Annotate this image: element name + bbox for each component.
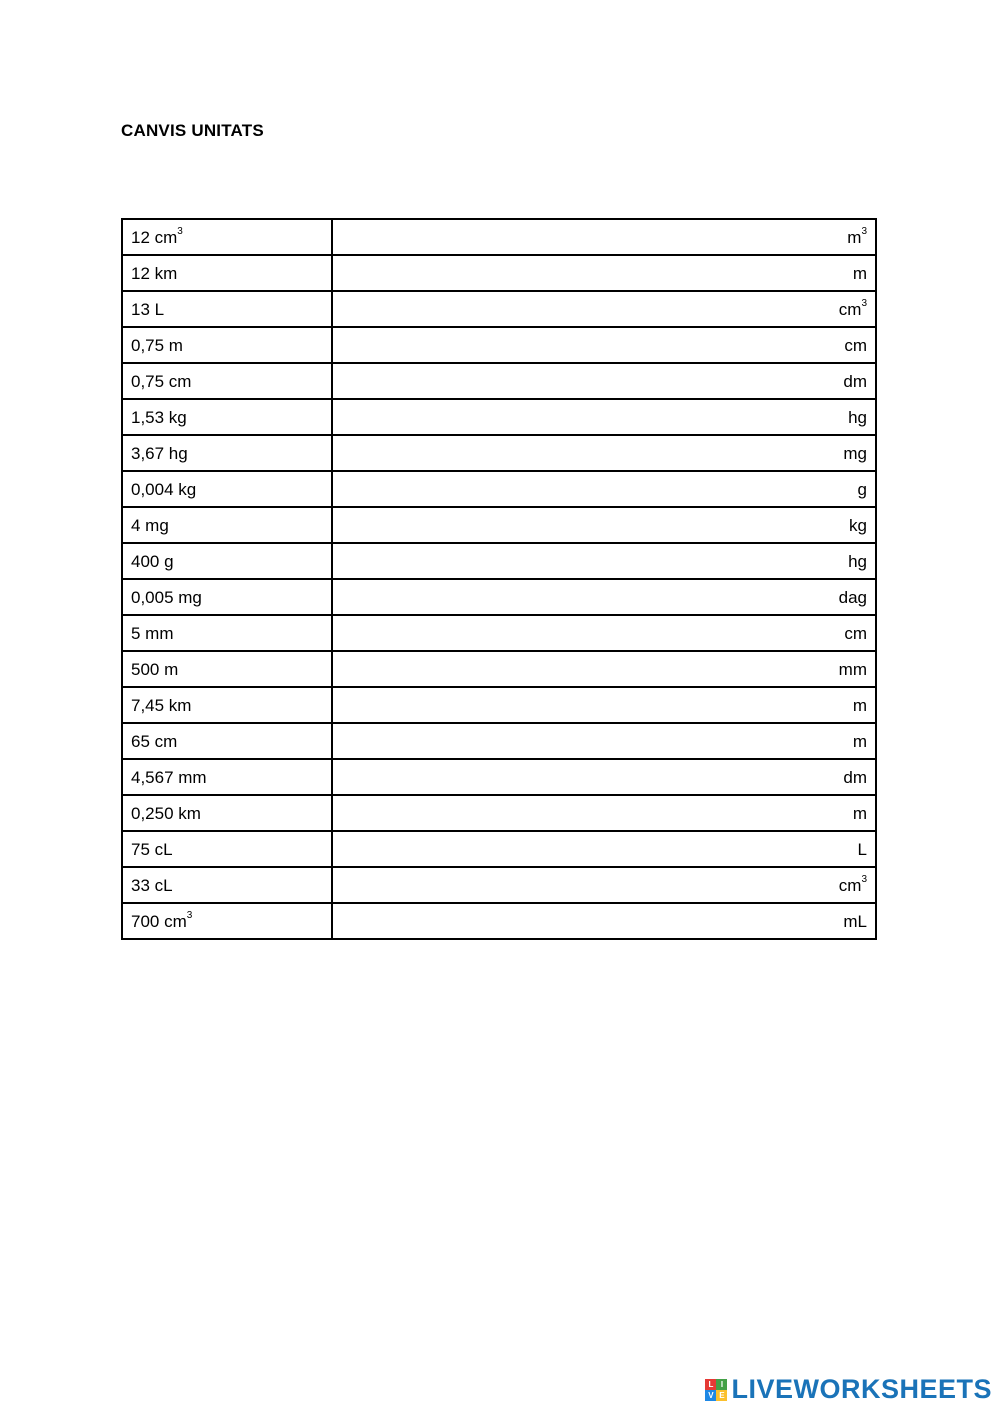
target-unit: [853, 804, 867, 823]
answer-cell: [332, 435, 876, 471]
target-unit: [858, 480, 867, 499]
answer-cell: [332, 219, 876, 255]
target-unit-label: cm: [838, 875, 862, 895]
target-unit: [838, 297, 867, 319]
from-quantity: 5 mm: [131, 623, 174, 643]
table-row: [122, 687, 876, 723]
target-unit: [839, 660, 867, 679]
target-unit: [843, 372, 867, 391]
answer-input[interactable]: [339, 692, 815, 718]
from-quantity-cell: [122, 255, 332, 291]
table-row: [122, 651, 876, 687]
brand-footer: [705, 1374, 992, 1405]
from-quantity-cell: [122, 687, 332, 723]
from-quantity-cell: [122, 651, 332, 687]
target-unit-label: hg: [848, 407, 867, 427]
answer-cell: [332, 327, 876, 363]
from-quantity-cell: [122, 615, 332, 651]
from-quantity-cell: [122, 507, 332, 543]
answer-input[interactable]: [339, 368, 815, 394]
table-row: [122, 435, 876, 471]
target-unit: [853, 732, 867, 751]
target-unit-label: cm: [844, 335, 867, 355]
answer-input[interactable]: [339, 476, 815, 502]
answer-input[interactable]: [339, 404, 815, 430]
answer-cell: [332, 903, 876, 939]
answer-input[interactable]: [339, 656, 815, 682]
target-unit: [844, 336, 867, 355]
page-title: CANVIS UNITATS: [121, 121, 264, 140]
target-unit-label: cm: [838, 299, 862, 319]
target-exponent: 3: [861, 873, 867, 885]
table-row: [122, 615, 876, 651]
answer-cell: [332, 399, 876, 435]
brand-text: LIVEWORKSHEETS: [731, 1374, 992, 1404]
table-row: [122, 831, 876, 867]
from-quantity: 0,005 mg: [131, 587, 202, 607]
from-quantity-cell: [122, 219, 332, 255]
answer-cell: [332, 831, 876, 867]
target-unit-label: m: [852, 695, 867, 715]
from-quantity-cell: [122, 327, 332, 363]
table-row: [122, 759, 876, 795]
target-unit: [847, 225, 867, 247]
from-quantity-cell: [122, 435, 332, 471]
target-unit-label: m: [847, 227, 862, 247]
from-quantity: 12 cm: [131, 227, 178, 247]
table-row: [122, 723, 876, 759]
answer-input[interactable]: [339, 332, 815, 358]
logo-square: V: [705, 1390, 716, 1401]
answer-input[interactable]: [339, 764, 815, 790]
answer-input[interactable]: [339, 620, 815, 646]
from-quantity: 0,75 m: [131, 335, 183, 355]
target-exponent: 3: [861, 297, 867, 309]
target-unit: [839, 588, 867, 607]
table-row: [122, 327, 876, 363]
table-row: [122, 867, 876, 903]
from-quantity-cell: [122, 795, 332, 831]
answer-input[interactable]: [339, 296, 815, 322]
from-quantity-cell: [122, 471, 332, 507]
target-unit: [853, 696, 867, 715]
target-unit: [848, 552, 867, 571]
table-row: [122, 903, 876, 939]
target-unit: [844, 624, 867, 643]
from-quantity: 0,004 kg: [131, 479, 197, 499]
from-quantity-cell: [122, 363, 332, 399]
target-unit-label: m: [852, 263, 867, 283]
target-unit-label: m: [852, 731, 867, 751]
answer-input[interactable]: [339, 908, 815, 934]
answer-cell: [332, 687, 876, 723]
table-row: [122, 471, 876, 507]
target-unit-label: m: [852, 803, 867, 823]
answer-input[interactable]: [339, 584, 815, 610]
table-row: [122, 399, 876, 435]
from-quantity: 65 cm: [131, 731, 178, 751]
answer-input[interactable]: [339, 548, 815, 574]
target-exponent: 3: [861, 225, 867, 237]
target-unit: [849, 516, 867, 535]
answer-cell: [332, 795, 876, 831]
target-unit-label: dm: [843, 767, 867, 787]
table-row: [122, 579, 876, 615]
from-quantity: 4,567 mm: [131, 767, 207, 787]
answer-cell: [332, 507, 876, 543]
from-quantity-cell: [122, 867, 332, 903]
from-quantity-cell: [122, 399, 332, 435]
target-unit: [843, 912, 867, 931]
liveworksheets-logo-icon: [705, 1379, 727, 1401]
target-unit: [848, 408, 867, 427]
from-quantity-cell: [122, 723, 332, 759]
answer-cell: [332, 543, 876, 579]
table-row: [122, 219, 876, 255]
target-unit-label: dm: [843, 371, 867, 391]
answer-input[interactable]: [339, 836, 815, 862]
conversion-table-body: [122, 219, 876, 939]
table-row: [122, 507, 876, 543]
from-quantity: 500 m: [131, 659, 179, 679]
answer-cell: [332, 651, 876, 687]
from-quantity: 75 cL: [131, 839, 173, 859]
logo-square: I: [716, 1379, 727, 1390]
answer-input[interactable]: [339, 728, 815, 754]
from-quantity-cell: [122, 759, 332, 795]
from-quantity: 3,67 hg: [131, 443, 188, 463]
from-quantity: 0,75 cm: [131, 371, 192, 391]
answer-input[interactable]: [339, 800, 815, 826]
target-unit-label: mL: [843, 911, 867, 931]
from-quantity: 12 km: [131, 263, 178, 283]
from-quantity: 13 L: [131, 299, 165, 319]
target-unit: [843, 768, 867, 787]
answer-input[interactable]: [339, 512, 815, 538]
answer-input[interactable]: [339, 260, 815, 286]
table-row: [122, 795, 876, 831]
from-quantity: 7,45 km: [131, 695, 192, 715]
target-unit-label: L: [857, 839, 867, 859]
target-unit-label: mg: [843, 443, 867, 463]
answer-cell: [332, 471, 876, 507]
table-row: [122, 543, 876, 579]
from-quantity-cell: [122, 291, 332, 327]
target-unit: [838, 873, 867, 895]
target-unit-label: hg: [848, 551, 867, 571]
logo-square: L: [705, 1379, 716, 1390]
from-quantity-cell: [122, 831, 332, 867]
target-unit-label: kg: [849, 515, 867, 535]
answer-input[interactable]: [339, 440, 815, 466]
from-quantity-cell: [122, 579, 332, 615]
answer-cell: [332, 363, 876, 399]
target-unit-label: dag: [838, 587, 867, 607]
answer-cell: [332, 579, 876, 615]
target-unit-label: cm: [844, 623, 867, 643]
answer-cell: [332, 615, 876, 651]
answer-cell: [332, 723, 876, 759]
from-quantity: 700 cm: [131, 911, 187, 931]
from-quantity: 0,250 km: [131, 803, 201, 823]
conversion-table: [121, 218, 877, 940]
from-quantity: 1,53 kg: [131, 407, 187, 427]
answer-cell: [332, 759, 876, 795]
target-unit: [858, 840, 867, 859]
from-exponent: 3: [177, 225, 183, 237]
answer-cell: [332, 255, 876, 291]
table-row: [122, 363, 876, 399]
from-exponent: 3: [186, 909, 193, 921]
target-unit: [843, 444, 867, 463]
answer-input[interactable]: [339, 872, 815, 898]
table-row: [122, 255, 876, 291]
table-row: [122, 291, 876, 327]
from-quantity: 400 g: [131, 551, 174, 571]
answer-cell: [332, 867, 876, 903]
target-unit-label: mm: [838, 659, 867, 679]
answer-cell: [332, 291, 876, 327]
target-unit-label: g: [857, 479, 867, 499]
from-quantity: 4 mg: [131, 515, 169, 535]
from-quantity: 33 cL: [131, 875, 173, 895]
from-quantity-cell: [122, 903, 332, 939]
target-unit: [853, 264, 867, 283]
from-quantity-cell: [122, 543, 332, 579]
answer-input[interactable]: [339, 224, 815, 250]
logo-square: E: [716, 1390, 727, 1401]
